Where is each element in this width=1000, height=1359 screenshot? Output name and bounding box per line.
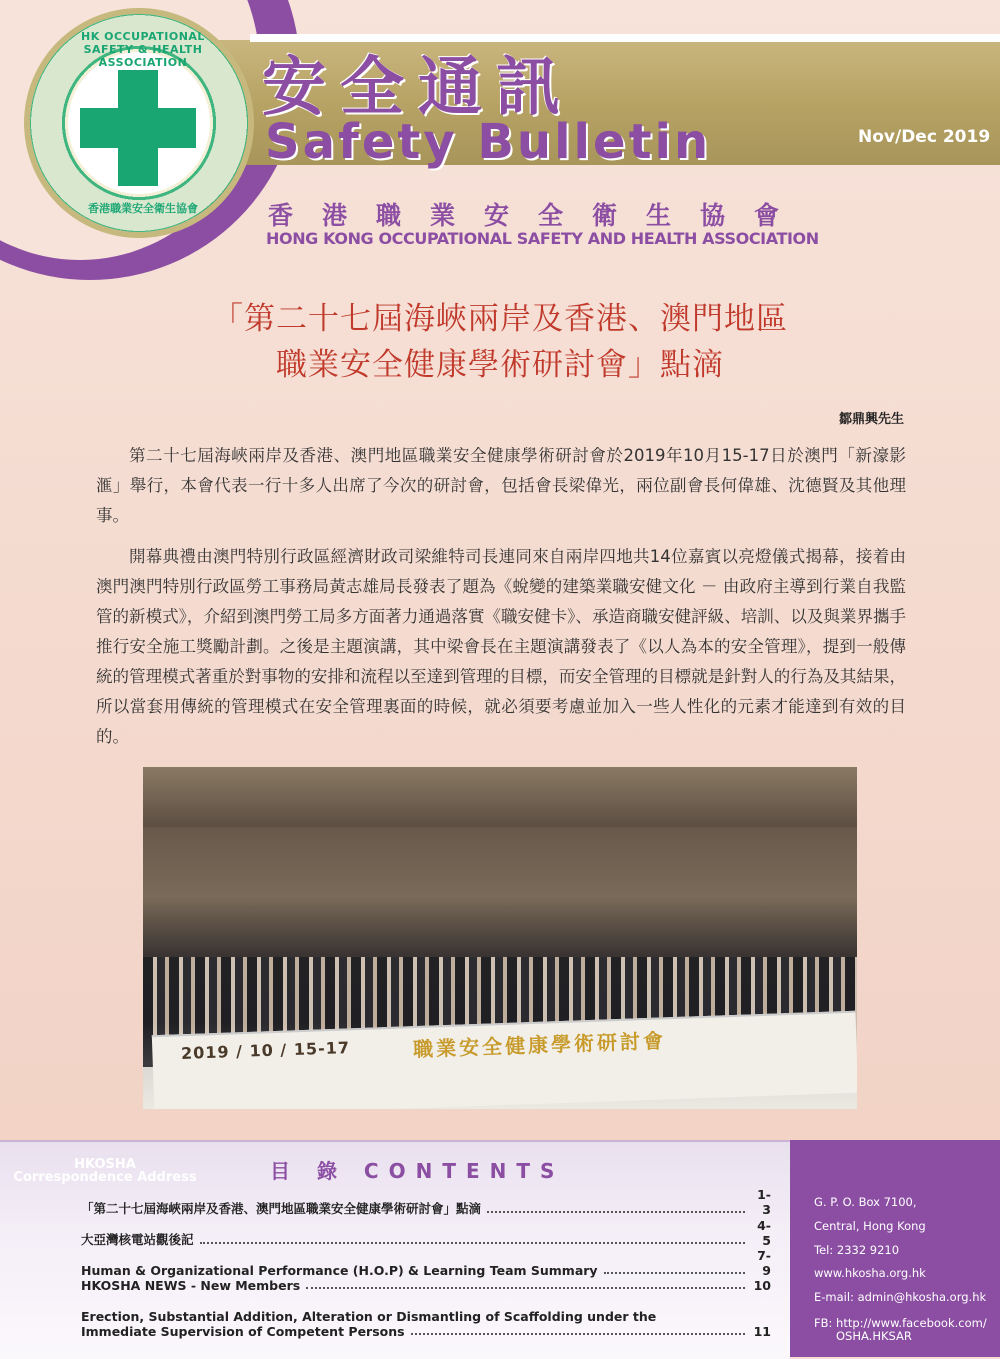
contents-title: 目 錄 CONTENTS — [270, 1159, 565, 1183]
address-heading: HKOSHA — [74, 1157, 136, 1172]
article-author: 鄒鼎興先生 — [838, 412, 904, 427]
photo-banner-date: 2019 / 10 / 15-17 — [180, 1038, 351, 1063]
address-facebook-link-2[interactable]: OSHA.HKSAR — [836, 1329, 912, 1343]
photo-banner-title: 職業安全健康學術研討會 — [412, 1028, 667, 1062]
toc-item[interactable] — [81, 1218, 771, 1248]
toc-item-text: 「第二十七屆海峽兩岸及香港、澳門地區職業安全健康學術研討會」點滴 — [81, 1201, 482, 1216]
toc-item-page: 7-9 — [757, 1248, 771, 1278]
address-line-1: G. P. O. Box 7100, — [814, 1195, 917, 1209]
toc-item[interactable] — [81, 1309, 771, 1339]
address-subheading: Correspondence Address — [13, 1170, 197, 1185]
logo-text-top: HK OCCUPATIONAL SAFETY & HEALTH ASSOCIATION — [81, 30, 205, 69]
toc-item-page: 4-5 — [757, 1218, 771, 1248]
header-white-line — [250, 34, 1000, 42]
address-website-link[interactable]: www.hkosha.org.hk — [814, 1266, 926, 1280]
address-facebook-link[interactable]: FB: http://www.facebook.com/ — [814, 1316, 987, 1330]
toc-item[interactable] — [81, 1187, 771, 1217]
toc-leader-dots — [200, 1242, 745, 1244]
photo-ceiling — [143, 767, 857, 827]
address-line-2: Central, Hong Kong — [814, 1219, 926, 1233]
headline-line-1: 「第二十七屆海峽兩岸及香港、澳門地區 — [212, 301, 788, 337]
seminar-group-photo — [143, 767, 857, 1109]
toc-leader-dots — [306, 1287, 745, 1289]
association-name-cn: 香港職業安全衛生協會 — [268, 201, 809, 230]
green-cross-icon-bar — [80, 108, 196, 148]
article-paragraph-1: 第二十七屆海峽兩岸及香港、澳門地區職業安全健康學術研討會於2019年10月15-17日於澳門「新濠影滙」舉行，本會代表一行十多人出席了今次的研討會，包括會長梁偉光，兩位副會長何偉雄、沈德賢及其他理事。 — [96, 446, 906, 525]
toc-leader-dots — [604, 1272, 745, 1274]
logo-text-bottom: 香港職業安全衛生協會 — [88, 202, 198, 215]
address-email-link[interactable]: E-mail: admin@hkosha.org.hk — [814, 1290, 987, 1304]
toc-item-page: 10 — [753, 1278, 771, 1293]
toc-item-text: Human & Organizational Performance (H.O.P) & Learning Team Summary — [81, 1263, 598, 1278]
association-name-en: HONG KONG OCCUPATIONAL SAFETY AND HEALTH ASSOCIATION — [266, 229, 819, 248]
masthead-title-en: Safety Bulletin — [265, 114, 712, 170]
toc-item-text: HKOSHA NEWS - New Members — [81, 1278, 301, 1293]
toc-leader-dots — [487, 1211, 745, 1213]
masthead-title-cn: 安全通訊 — [262, 51, 574, 125]
address-tel: Tel: 2332 9210 — [814, 1243, 900, 1257]
article-headline — [0, 296, 1000, 388]
toc-item-page: 11 — [753, 1324, 771, 1339]
toc-item-text-line1: Erection, Substantial Addition, Alteration or Dismantling of Scaffolding under the — [81, 1309, 657, 1324]
toc-item-page: 1-3 — [757, 1187, 771, 1217]
toc-item-text: 大亞灣核電站觀後記 — [81, 1232, 194, 1247]
issue-date: Nov/Dec 2019 — [858, 127, 991, 147]
article-paragraph-2: 開幕典禮由澳門特別行政區經濟財政司梁維特司長連同來自兩岸四地共14位嘉賓以亮燈儀式揭幕，接着由澳門澳門特別行政區勞工事務局黃志雄局長發表了題為《蛻變的建築業職安健文化 － 由政府主導到行業自我監管的新模式》，介紹到澳門勞工局多方面著力通過落實《職安健卡》、承造商職安健評級、培訓、以及與業界攜手推行安全施工獎勵計劃。之後是主題演講，其中梁會長在主題演講發表了《以人為本的安全管理》，提到一般傳統的管理模式著重於對事物的安排和流程以至達到管理的目標，而安全管理的目標就是針對人的行為及其結果，所以當套用傳統的管理模式在安全管理裏面的時候，就必須要考慮並加入一些人性化的元素才能達到有效的目的。 — [96, 547, 906, 746]
toc-leader-dots — [411, 1333, 745, 1335]
toc-item[interactable] — [81, 1248, 771, 1278]
toc-item-text-line2: Immediate Supervision of Competent Persons — [81, 1324, 405, 1339]
toc-item[interactable] — [81, 1278, 771, 1293]
headline-line-2: 職業安全健康學術研討會」點滴 — [276, 347, 724, 383]
